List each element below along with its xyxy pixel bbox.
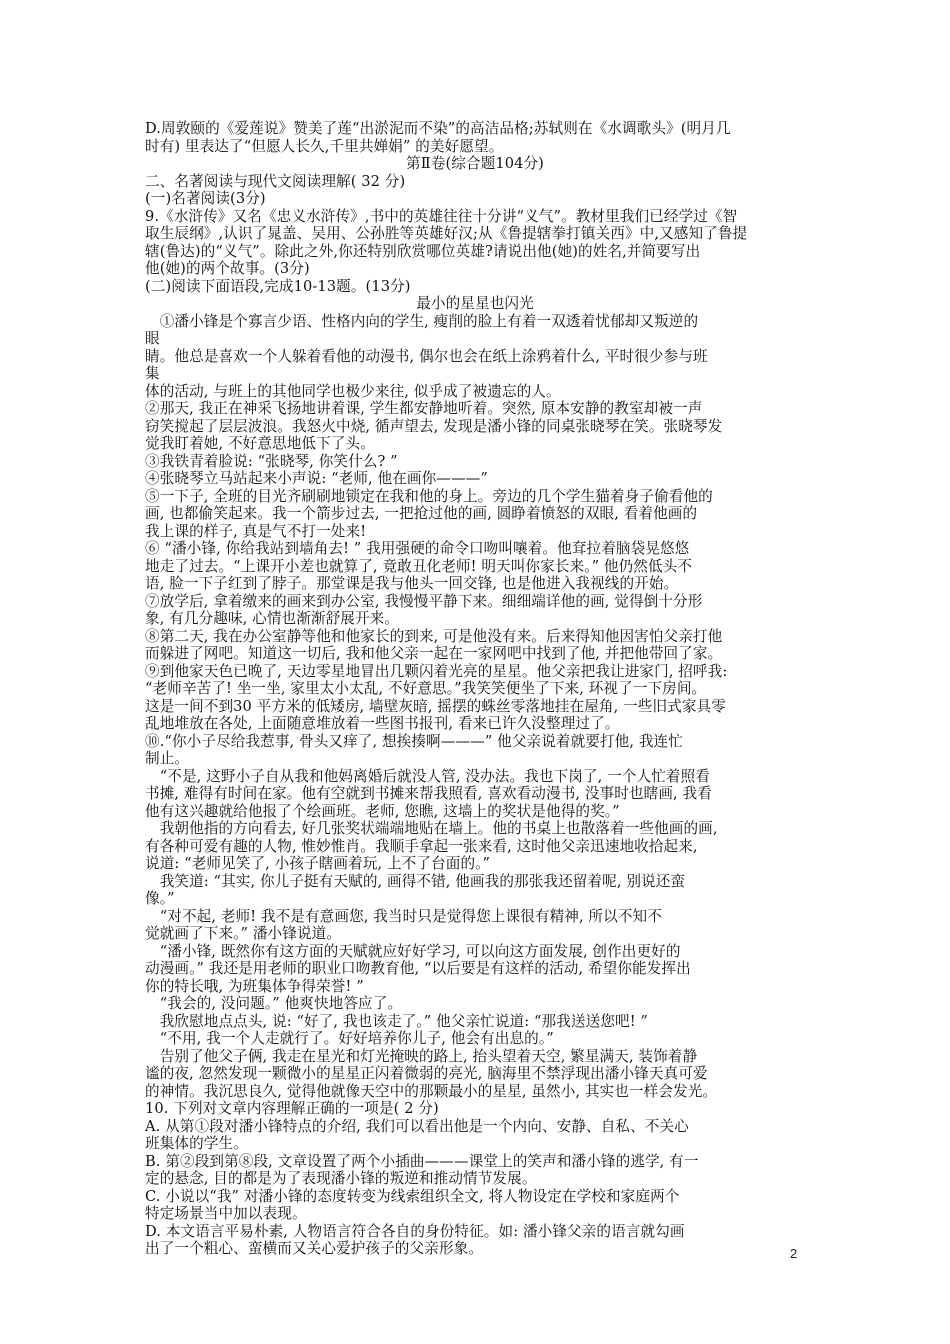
text-line: 睛。他总是喜欢一个人躲着看他的动漫书, 偶尔也会在纸上涂鸦着什么, 平时很少参与班: [145, 347, 708, 365]
text-line: (一)名著阅读(3分): [145, 190, 266, 207]
text-line: A. 从第①段对潘小锋特点的介绍, 我们可以看出他是一个内向、安静、自私、不关心: [145, 1117, 689, 1135]
text-line: ⑥ “潘小锋, 你给我站到墙角去! ” 我用强硬的命令口吻叫嚷着。他耷拉着脑袋晃悠悠: [145, 540, 690, 557]
text-line: 眼: [145, 330, 160, 347]
section-heading: 第Ⅱ卷(综合题104分): [406, 155, 544, 172]
text-line: 体的活动, 与班上的其他同学也极少来往, 似乎成了被遗忘的人。: [145, 382, 561, 400]
text-line: 窃笑搅起了层层波浪。我怒火中烧, 循声望去, 发现是潘小锋的同桌张晓琴在笑。张晓琴发: [145, 417, 723, 435]
text-line: 他(她)的两个故事。(3分): [145, 260, 310, 277]
text-line: 我笑道: “其实, 你儿子挺有天赋的, 画得不错, 他画我的那张我还留着呢, 别说还蛮: [145, 872, 686, 890]
text-line: 制止。: [145, 750, 190, 767]
text-line: 我朝他指的方向看去, 好几张奖状端端地贴在墙上。他的书桌上也散落着一些他画的画,: [145, 820, 718, 837]
text-line: “我会的, 没问题。” 他爽快地答应了。: [145, 995, 403, 1012]
text-line: “对不起, 老师! 我不是有意画您, 我当时只是觉得您上课很有精神, 所以不知不: [145, 907, 662, 925]
text-line: “不是, 这野小子自从我和他妈离婚后就没人管, 没办法。我也下岗了, 一个人忙着照看: [145, 767, 710, 785]
text-line: 有各种可爱有趣的人物, 惟妙惟肖。我顺手拿起一张来看, 这时他父亲迅速地收拾起来,: [145, 837, 698, 855]
text-line: 谧的夜, 忽然发现一颗微小的星星正闪着微弱的亮光, 脑海里不禁浮现出潘小锋天真可爱: [145, 1065, 708, 1082]
text-line: 时有) 里表达了“但愿人长久,千里共婵娟” 的美好愿望。: [145, 137, 504, 155]
text-line: 集: [145, 365, 160, 382]
text-line: “潘小锋, 既然你有这方面的天赋就应好好学习, 可以向这方面发展, 创作出更好的: [145, 942, 681, 960]
text-line: 地走了过去。“上课开小差也就算了, 竟敢丑化老师! 明天叫你家长来。” 他仍然低头不: [145, 557, 693, 575]
text-line: 告别了他父子俩, 我走在星光和灯光掩映的路上, 抬头望着天空, 繁星满天, 装饰着静: [145, 1047, 698, 1065]
text-line: ②那天, 我正在神采飞扬地讲着课, 学生都安静地听着。突然, 原本安静的教室却被一声: [145, 400, 703, 417]
text-line: 10. 下列对文章内容理解正确的一项是( 2 分): [145, 1100, 439, 1117]
text-line: 出了一个粗心、蛮横而又关心爱护孩子的父亲形象。: [145, 1240, 483, 1257]
text-line: 象, 有几分趣味, 心情也渐渐舒展开来。: [145, 610, 400, 627]
text-line: 书摊, 难得有时间在家。他有空就到书摊来帮我照看, 喜欢看动漫书, 没事时也瞎画, 我看: [145, 785, 712, 802]
text-line: 觉我盯着她, 不好意思地低下了头。: [145, 435, 375, 452]
text-line: “老师辛苦了! 坐一坐, 家里太小太乱, 不好意思。”我笑笑便坐了下来, 环视了一下房间。: [145, 680, 707, 697]
text-line: ①潘小锋是个寡言少语、性格内向的学生, 瘦削的脸上有着一双透着忧郁却又叛逆的: [145, 312, 699, 330]
text-line: D. 本文语言平易朴素, 人物语言符合各自的身份特征。如: 潘小锋父亲的语言就勾画: [145, 1222, 685, 1240]
text-line: 辖(鲁达)的“义气”。除此之外,你还特别欣赏哪位英雄?请说出他(她)的姓名,并简要写出: [145, 242, 701, 260]
text-line: ⑧第二天, 我在办公室静等他和他家长的到来, 可是他没有来。后来得知他因害怕父亲打他: [145, 627, 723, 645]
text-line: ③我铁青着脸说: “张晓琴, 你笑什么? ”: [145, 452, 398, 470]
text-line: 说道: “老师见笑了, 小孩子瞎画着玩, 上不了台面的。”: [145, 855, 491, 872]
text-line: C. 小说以“我” 对潘小锋的态度转变为线索组织全文, 将人物设定在学校和家庭两个: [145, 1187, 680, 1205]
text-line: 他有这兴趣就给他报了个绘画班。老师, 您瞧, 这墙上的奖状是他得的奖。”: [145, 802, 620, 820]
text-line: 画, 也都偷笑起来。我一个箭步过去, 一把抢过他的画, 圆睁着愤怒的双眼, 看着他画的: [145, 505, 698, 522]
text-line: D.周敦颐的《爱莲说》赞美了莲“出淤泥而不染”的高洁品格;苏轼则在《水调歌头》(明月几: [145, 120, 731, 137]
article-title: 最小的星星也闪光: [416, 295, 534, 312]
text-line: ⑦放学后, 拿着缴来的画来到办公室, 我慢慢平静下来。细细端详他的画, 觉得倒十分形: [145, 592, 703, 610]
text-line: (二)阅读下面语段,完成10-13题。(13分): [145, 277, 411, 295]
text-line: B. 第②段到第⑧段, 文章设置了两个小插曲———课堂上的笑声和潘小锋的逃学, 有一: [145, 1152, 699, 1170]
text-line: ⑨到他家天色已晚了, 天边零星地冒出几颗闪着光亮的星星。他父亲把我让进家门, 招呼我:: [145, 662, 728, 680]
text-line: 这是一间不到30 平方米的低矮房, 墙壁灰暗, 摇摆的蛛丝零落地挂在屋角, 一些旧式家具零: [145, 697, 726, 715]
text-line: 二、名著阅读与现代文阅读理解( 32 分): [145, 172, 406, 190]
text-line: ⑤一下子, 全班的目光齐刷刷地锁定在我和他的身上。旁边的几个学生猫着身子偷看他的: [145, 487, 713, 505]
text-line: 觉就画了下来。” 潘小锋说道。: [145, 925, 342, 942]
text-line: ⑩.“你小子尽给我惹事, 骨头又痒了, 想挨揍啊———” 他父亲说着就要打他, 我连忙: [145, 732, 683, 750]
text-line: 我欣慰地点点头, 说: “好了, 我也该走了。” 他父亲忙说道: “那我送送您吧! ”: [145, 1012, 648, 1030]
text-line: 乱地堆放在各处, 上面随意堆放着一些图书报刊, 看来已许久没整理过了。: [145, 715, 620, 732]
text-line: 语, 脸一下子红到了脖子。那堂课是我与他头一回交锋, 也是他进入我视线的开始。: [145, 575, 679, 592]
text-line: 定的悬念, 目的都是为了表现潘小锋的叛逆和推动情节发展。: [145, 1170, 537, 1187]
text-line: 而躲进了网吧。知道这一切后, 我和他父亲一起在一家网吧中找到了他, 并把他带回了家。: [145, 645, 723, 662]
text-line: 你的特长哦, 为班集体争得荣誉! ”: [145, 977, 364, 995]
text-line: “不用, 我一个人走就行了。好好培养你儿子, 他会有出息的。”: [145, 1030, 554, 1047]
text-line: 特定场景当中加以表现。: [145, 1205, 307, 1222]
text-line: 动漫画。” 我还是用老师的职业口吻教育他, “以后要是有这样的活动, 希望你能发挥出: [145, 960, 691, 977]
text-line: 我上课的样子, 真是气不打一处来!: [145, 522, 367, 540]
text-line: ④张晓琴立马站起来小声说: “老师, 他在画你———”: [145, 470, 488, 487]
page-number: 2: [790, 1246, 798, 1261]
text-line: 9.《水浒传》又名《忠义水浒传》,书中的英雄往往十分讲“义气”。教材里我们已经学过《智: [145, 207, 738, 225]
text-line: 像。”: [145, 890, 175, 907]
text-line: 取生辰纲》,认识了晁盖、吴用、公孙胜等英雄好汉;从《鲁提辖拳打镇关西》中,又感知了鲁提: [145, 225, 748, 242]
text-line: 班集体的学生。: [145, 1135, 248, 1152]
text-line: 的神情。我沉思良久, 觉得他就像天空中的那颗最小的星星, 虽然小, 其实也一样会发光。: [145, 1082, 718, 1100]
